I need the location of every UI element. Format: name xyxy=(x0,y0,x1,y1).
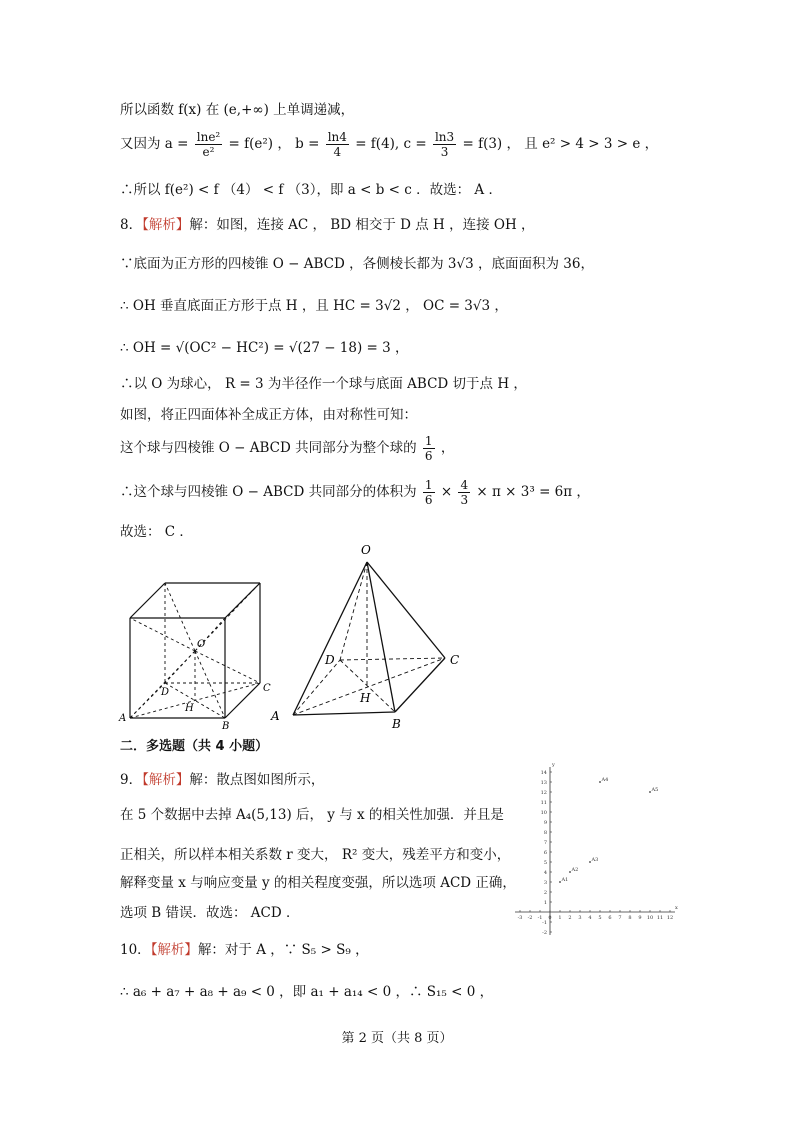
text: 解：对于 A ，∵ S₅ > S₉ ， xyxy=(197,942,369,958)
y-tick-label: 10 xyxy=(540,810,547,816)
x-tick-label: 8 xyxy=(628,915,632,921)
text-line-14: 在 5 个数据中去掉 A₄(5,13) 后， y 与 x 的相关性加强．并且是 xyxy=(120,807,504,823)
data-point-label: A3 xyxy=(591,857,599,863)
x-tick-label: 0 xyxy=(548,915,552,921)
question-number: 9． xyxy=(120,772,143,788)
y-tick-label: 4 xyxy=(543,870,547,876)
y-tick-label: 8 xyxy=(543,830,547,836)
y-tick-label: 1 xyxy=(543,900,547,906)
x-tick-label: 11 xyxy=(656,915,664,921)
x-tick-label: 9 xyxy=(638,915,642,921)
y-axis-label: y xyxy=(552,762,555,768)
text-line-19: ∴ a₆ + a₇ + a₈ + a₉ < 0 ，即 a₁ + a₁₄ < 0 ，∴ S₁₅ < 0 ， xyxy=(120,984,494,1000)
text-line-17: 选项 B 错误．故选： ACD ． xyxy=(120,905,300,921)
pyramid-figure xyxy=(265,540,475,740)
y-tick-label: 5 xyxy=(543,860,547,866)
y-tick-label: 12 xyxy=(540,790,547,796)
x-tick-label: 4 xyxy=(588,915,592,921)
text-line-11 xyxy=(120,478,590,507)
pyramid-label-a: A xyxy=(271,709,280,723)
text: 这个球与四棱锥 O − ABCD 共同部分为整个球的 xyxy=(120,440,417,456)
y-tick-label: 9 xyxy=(543,820,547,826)
text-line-4 xyxy=(120,215,535,235)
pyramid-label-c: C xyxy=(450,653,460,667)
text-line-15: 正相关，所以样本相关系数 r 变大， R² 变大，残差平方和变小， xyxy=(120,847,511,863)
cube-label-d: D xyxy=(161,687,170,698)
section-heading: 二．多选题（共 4 小题） xyxy=(120,739,269,754)
cube-label-o: O xyxy=(197,639,206,650)
question-number: 10． xyxy=(120,942,151,958)
cube-label-b: B xyxy=(222,721,230,732)
pyramid-label-d: D xyxy=(325,653,335,667)
x-tick-label: 2 xyxy=(568,915,572,921)
x-tick-label: -1 xyxy=(537,915,543,921)
y-tick-label: -1 xyxy=(542,920,547,926)
x-tick-label: 1 xyxy=(558,915,562,921)
pyramid-label-o: O xyxy=(361,543,371,557)
text-line-2 xyxy=(120,130,658,159)
fraction: $\frac{\text{lne²}}{\text{e²}}$ xyxy=(196,130,221,159)
text-line-5: ∵底面为正方形的四棱锥 O − ABCD ，各侧棱长都为 3√3 ，底面面积为 36， xyxy=(120,256,594,272)
x-tick-label: -2 xyxy=(527,915,533,921)
scatter-plot xyxy=(510,760,685,935)
x-tick-label: 7 xyxy=(618,915,622,921)
text: 又因为 a = xyxy=(120,136,189,152)
text: × xyxy=(440,484,453,500)
cube-label-c: C xyxy=(263,683,271,694)
y-tick-label: 6 xyxy=(543,850,547,856)
text: 解：如图，连接 AC ， BD 相交于 D 点 H ，连接 OH ， xyxy=(189,217,535,233)
pyramid-label-h: H xyxy=(360,691,371,705)
fraction: $\frac{1}{6}$ xyxy=(424,434,433,463)
x-tick-label: -3 xyxy=(517,915,523,921)
cube-label-h: H xyxy=(185,703,194,714)
question-number: 8． xyxy=(120,217,143,233)
x-axis-label: x xyxy=(675,905,678,911)
x-tick-label: 5 xyxy=(598,915,602,921)
y-tick-label: 14 xyxy=(540,770,547,776)
y-tick-label: 7 xyxy=(543,840,547,846)
text: ∴这个球与四棱锥 O − ABCD 共同部分的体积为 xyxy=(120,484,417,500)
text: = f(4), c = xyxy=(355,136,427,152)
x-tick-label: 10 xyxy=(646,915,654,921)
text-line-16: 解释变量 x 与响应变量 y 的相关程度变强，所以选项 ACD 正确， xyxy=(120,875,516,891)
x-tick-label: 3 xyxy=(578,915,582,921)
text-line-13 xyxy=(120,770,324,790)
text: = f(e²) ， b = xyxy=(228,136,320,152)
data-point-label: A2 xyxy=(571,867,579,873)
analysis-tag: 【解析】 xyxy=(142,217,190,233)
fraction: $\frac{4}{3}$ xyxy=(460,478,469,507)
fraction: $\frac{\ln 4}{4}$ xyxy=(327,130,347,159)
data-point-label: A4 xyxy=(601,777,609,783)
text-line-1: 所以函数 f(x) 在 (e,+∞) 上单调递减， xyxy=(120,102,355,118)
x-tick-label: 6 xyxy=(608,915,612,921)
analysis-tag: 【解析】 xyxy=(142,772,190,788)
text-line-3: ∴所以 f(e²) < f （4） < f （3），即 a < b < c ．故选： A ． xyxy=(120,182,502,198)
y-tick-label: 13 xyxy=(540,780,547,786)
data-point-label: A1 xyxy=(561,877,569,883)
cube-label-a: A xyxy=(119,713,127,724)
text-line-8: ∴以 O 为球心， R = 3 为半径作一个球与底面 ABCD 切于点 H ， xyxy=(120,376,527,392)
text-line-12: 故选： C ． xyxy=(120,524,193,540)
text-line-10 xyxy=(120,434,454,463)
fraction: $\frac{1}{6}$ xyxy=(424,478,433,507)
y-tick-label: 11 xyxy=(540,800,547,806)
text: = f(3) ， 且 e² > 4 > 3 > e ， xyxy=(462,136,659,152)
analysis-tag: 【解析】 xyxy=(150,942,198,958)
y-tick-label: 3 xyxy=(543,880,547,886)
x-tick-label: 12 xyxy=(666,915,674,921)
text-line-18 xyxy=(120,940,369,960)
text: ， xyxy=(440,440,455,456)
y-tick-label: 2 xyxy=(543,890,547,896)
page-footer: 第 2 页（共 8 页） xyxy=(341,1031,453,1046)
text-line-9: 如图，将正四面体补全成正方体，由对称性可知： xyxy=(120,407,417,423)
cube-figure xyxy=(115,573,285,733)
y-tick-label: -2 xyxy=(542,930,547,935)
text-line-7: ∴ OH = √(OC² − HC²) = √(27 − 18) = 3 ， xyxy=(120,340,409,356)
data-point-label: A5 xyxy=(651,787,659,793)
text: × π × 3³ = 6π ， xyxy=(476,484,590,500)
text: 解：散点图如图所示， xyxy=(189,772,325,788)
pyramid-label-b: B xyxy=(392,717,401,731)
fraction: $\frac{\ln 3}{3}$ xyxy=(434,130,455,159)
text-line-6: ∴ OH 垂直底面正方形于点 H ，且 HC = 3√2 ， OC = 3√3 ， xyxy=(120,298,508,314)
